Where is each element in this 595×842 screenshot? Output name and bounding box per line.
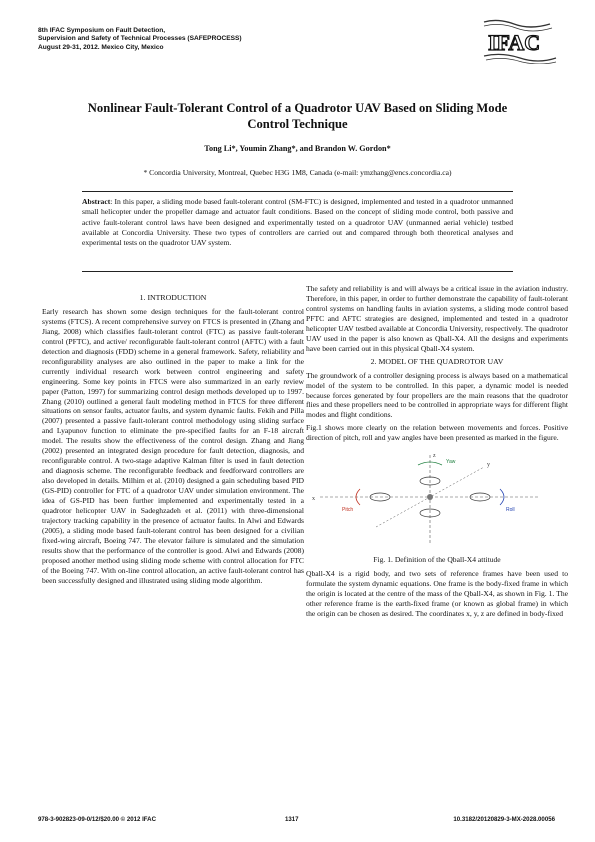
figure-1-caption: Fig. 1. Definition of the Qball-X4 attitude xyxy=(373,555,501,565)
conference-line-1: 8th IFAC Symposium on Fault Detection, xyxy=(38,27,166,34)
y-axis-label: y xyxy=(487,462,490,469)
footer-isbn: 978-3-902823-09-0/12/$20.00 © 2012 IFAC xyxy=(38,816,156,823)
paper-title-line-2: Control Technique xyxy=(247,117,348,131)
ifac-logo-text: IFAC xyxy=(488,30,541,55)
roll-label: Roll xyxy=(506,507,515,514)
qball-attitude-diagram xyxy=(306,449,568,551)
section-heading-introduction: 1. INTRODUCTION xyxy=(139,293,207,302)
abstract-label: Abstract xyxy=(82,197,111,206)
qball-center xyxy=(427,494,433,500)
left-column xyxy=(42,290,304,589)
abstract-text: : In this paper, a sliding mode based fault-tolerant control (SM-FTC) is designed, implemented and tested in a quadrotor unmanned small helicopter under the propeller damage and actuator fault conditions. Based on the concept of sliding mode control, both passive and active fault-tolerant control laws have been designed and experimentally tested on a quadrotor UAV (unmanned aerial vehicle) testbed available at Concordia University. These two types of controllers are carried out and compared through both theoretical analyses and experimental tests on the quadrotor UAV system. xyxy=(82,197,513,248)
right-paragraph-1: The safety and reliability is and will always be a critical issue in the aviation industry. Therefore, in this paper, in order to further demonstrate the capability of fault-tolerant control systems on handling faults in aviation systems, a sliding mode control based PFTC and AFTC strategies are designed, implemented and tested in a quadrotor helicopter UAV testbed available at Concordia University, respectively. The quadrotor UAV used in the paper is also known as Qball-X4. All the designs and experiments have been carried out in this physical Qball-X4 system. xyxy=(306,284,568,353)
paper-title-line-1: Nonlinear Fault-Tolerant Control of a Quadrotor UAV Based on Sliding Mode xyxy=(87,101,508,115)
right-paragraph-3: Fig.1 shows more clearly on the relation between movements and forces. Positive direction of pitch, roll and yaw angles have been presented as marked in the figure. xyxy=(306,423,568,443)
z-axis-label: z xyxy=(433,453,436,460)
section-heading-model: 2. MODEL OF THE QUADROTOR UAV xyxy=(370,356,504,366)
footer-page-number: 1317 xyxy=(285,816,299,823)
right-paragraph-2: The groundwork of a controller designing process is always based on a mathematical model of the system to be controlled. In this paper, a dynamic model is needed because forces generated by four propellers are the main reasons that the quadrotor flies and these propellers need to be controlled in appropriate ways for different flight modes and flight conditions. xyxy=(306,370,568,420)
abstract-bottom-rule xyxy=(82,271,513,272)
right-paragraph-4: Qball-X4 is a rigid body, and two sets of reference frames have been used to formulate the system dynamic equations. One frame is the body-fixed frame in which the origin is located at the centre of the mass of the Qball-X4, as shown in Fig. 1. The other reference frame is the earth-fixed frame (or known as global frame) in which the origin can be chosen as desired. The coordinates x, y, z are defined in body-fixed xyxy=(306,569,568,619)
footer-doi: 10.3182/20120829-3-MX-2028.00056 xyxy=(453,816,555,823)
abstract xyxy=(82,197,513,248)
introduction-paragraph: Early research has shown some design techniques for the fault-tolerant control systems (FTCS). A recent comprehensive survey on FTCS is presented in (Zhang and Jiang, 2008) which classifies fault-tolerant control (FTC) as passive fault-tolerant control (PFTC), and active/ reconfigurable fault-tolerant control (AFTC) with a fault detection and diagnosis (FDD) scheme in a general framework. Safety, reliability and reconfigurability analyses are also outlined in the paper to make a link for the currently individual research work between control engineering and safety engineering. Some key points in FTCS were also summarized in an early review paper (Patton, 1997) for summarizing control design methods developed up to 1997. Zhang (2010) outlined a general fault modeling method in FTCS for three different situations on sensor faults, actuator faults, and system dynamic faults. Fekih and Pilla (2007) presented a passive fault-tolerant control methodology using sliding surface and Lyapunov function to eliminate the pre-specified faults for an F-18 aircraft model. The results show the effectiveness of the control design. Zhang and Jiang (2002) presented an integrated design procedure for fault detection, diagnosis, and reconfigurable control. A two-stage adaptive Kalman filter is used in fault detection and diagnosis scheme. The reconfigurable feedback and feedforward controllers are also developed in details. Milhim et al. (2010) designed a gain scheduling based PID (GS-PID) controller for FTC of a quadrotor UAV under simulation environment. The idea of GS-PID has been further implemented and experimentally tested in a quadrotor helicopter UAV in Sadeghzadeh et al. (2011) with three-dimensional trajectory tracking capability in the presence of actuator faults. In Alwi and Edwards (2005), a sliding mode based fault-tolerant control has been designed for a civilian fixed-wing aircraft, Boeing 747. The elevator failure is simulated and the simulation results show that the performance of the controller is good. Alwi and Edwards (2008) proposed another method using sliding mode scheme with control allocation for FTC of the Boeing 747. With on-line control allocation, an active fault-tolerant control has been successfully designed and illustrated using sliding mode algorithm. xyxy=(42,306,304,585)
conference-line-3: August 29-31, 2012. Mexico City, Mexico xyxy=(38,43,164,51)
figure-1 xyxy=(306,449,568,551)
affiliation: * Concordia University, Montreal, Quebec H3G 1M8, Canada (e-mail: ymzhang@encs.concordia.ca) xyxy=(143,168,452,177)
abstract-top-rule xyxy=(82,191,513,192)
pitch-label: Pitch xyxy=(342,507,354,514)
yaw-label: Yaw xyxy=(446,459,456,466)
ifac-logo xyxy=(480,18,560,64)
author-list: Tong Li*, Youmin Zhang*, and Brandon W. Gordon* xyxy=(204,144,391,153)
x-axis-label: x xyxy=(312,496,315,503)
conference-header xyxy=(38,27,242,52)
right-column xyxy=(306,284,568,622)
conference-line-2: Supervision and Safety of Technical Processes (SAFEPROCESS) xyxy=(38,35,242,43)
paper-title xyxy=(40,100,555,132)
